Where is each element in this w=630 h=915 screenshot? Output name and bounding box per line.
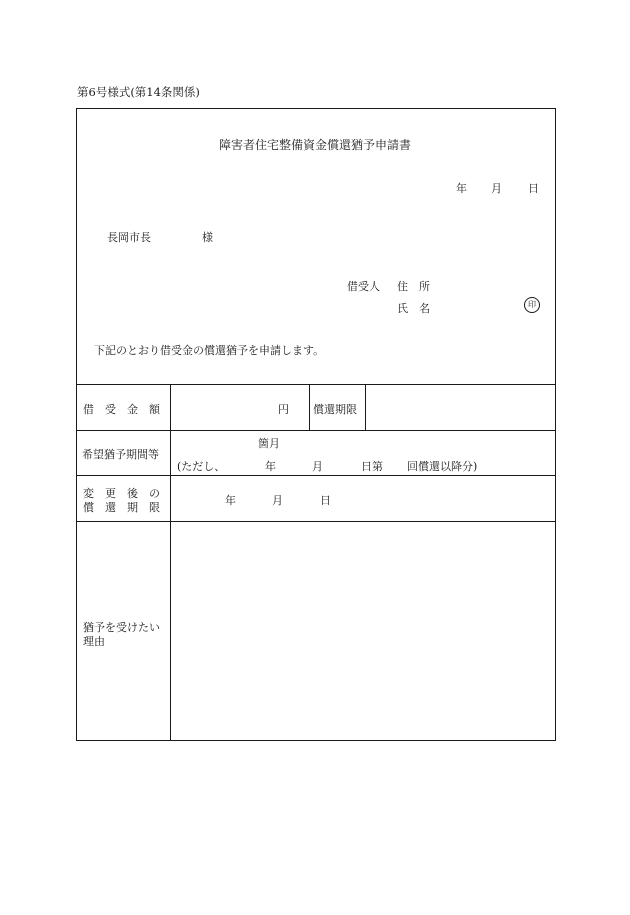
honorific: 様 [202, 231, 213, 244]
addressee: 長岡市長 [107, 231, 151, 244]
yen-unit: 円 [278, 403, 289, 416]
changed-day: 日 [320, 494, 331, 507]
seal-mark: 印 [524, 297, 540, 313]
intro-text: 下記のとおり借受金の償還猶予を申請します。 [94, 344, 325, 357]
loan-amount-label: 借 受 金 額 [83, 403, 160, 416]
form-reference: 第6号様式(第14条関係) [77, 85, 200, 99]
label-column-divider [170, 384, 171, 741]
reason-label-1: 猶予を受けたい [83, 621, 160, 634]
reason-label-2: 理由 [83, 635, 105, 648]
name-label: 氏 名 [397, 302, 430, 315]
proviso-month: 月 [312, 460, 323, 473]
changed-deadline-label-1: 変 更 後 の [83, 487, 160, 500]
date-year: 年 [456, 182, 467, 195]
deadline-label-divider [365, 384, 366, 430]
changed-year: 年 [225, 494, 236, 507]
proviso-year: 年 [265, 460, 276, 473]
table-top-rule [76, 384, 556, 385]
address-label: 住 所 [397, 280, 430, 293]
row-divider-1 [76, 430, 556, 431]
form-frame [76, 108, 556, 741]
amount-divider [309, 384, 310, 430]
changed-month: 月 [272, 494, 283, 507]
applicant-label: 借受人 [347, 280, 380, 293]
document-title: 障害者住宅整備資金償還猶予申請書 [218, 138, 411, 152]
months-unit: 箇月 [258, 437, 280, 450]
repayment-deadline-label: 償還期限 [313, 403, 357, 416]
proviso-day: 日第 [361, 460, 383, 473]
proviso-close: 回償還以降分) [407, 460, 478, 473]
row-divider-2 [76, 475, 556, 476]
changed-deadline-label-2: 償 還 期 限 [83, 501, 160, 514]
proviso-open: (ただし、 [177, 460, 226, 473]
date-day: 日 [528, 182, 539, 195]
date-month: 月 [491, 182, 502, 195]
deferral-period-label: 希望猶予期間等 [82, 448, 159, 461]
row-divider-3 [76, 521, 556, 522]
